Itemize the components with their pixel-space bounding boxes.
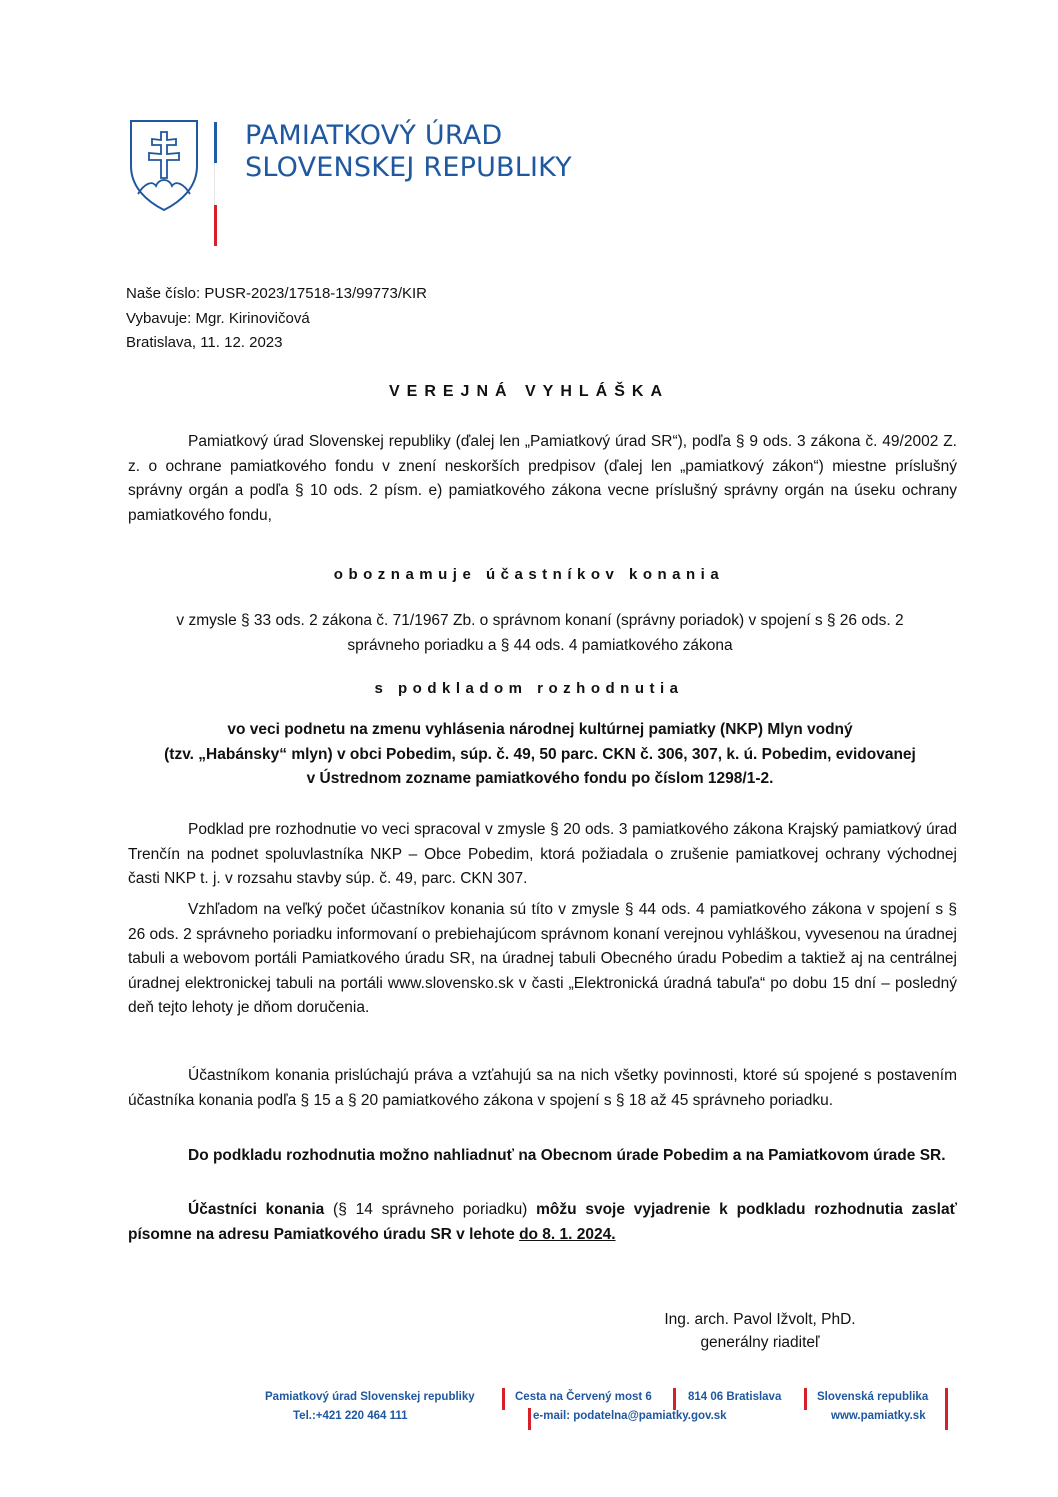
paragraph-1: Podklad pre rozhodnutie vo veci spracoval v zmysle § 20 ods. 3 pamiatkového zákona Krajský pamiatkový úrad Trenčín na podnet spoluvlastníka NKP – Obce Pobedim, ktorá požiadala o zrušenie pamiatkovej ochrany východnej časti NKP t. j. v rozsahu stavby súp. č. 49, parc. CKN 307.	[128, 821, 957, 887]
org-name-line1: PAMIATKOVÝ ÚRAD	[245, 120, 503, 151]
subject-block	[110, 718, 970, 792]
paragraph-2: Vzhľadom na veľký počet účastníkov konania sú títo v zmysle § 44 ods. 4 pamiatkového zákona v spojení s § 26 ods. 2 správneho poriadku informovaní o prebiehajúcom správnom konaní verejnou vyhláškou, vyvesenou na úradnej tabuli a webovom portáli Pamiatkového úradu SR, na úradnej tabuli Obecného úradu Pobedim a taktiež aj na centrálnej úradnej elektronickej tabuli na portáli www.slovensko.sk v časti „Elektronická úradná tabuľa“ po dobu 15 dní – posledný deň tejto lehoty je dňom doručenia.	[128, 901, 957, 1016]
footer-col-street	[515, 1388, 652, 1407]
letterhead	[128, 118, 572, 250]
footer-divider	[673, 1388, 676, 1410]
footer-city: 814 06 Bratislava	[688, 1391, 782, 1403]
reference-number: Naše číslo: PUSR-2023/17518-13/99773/KIR	[126, 285, 428, 302]
tricolor-bar	[214, 122, 217, 246]
subject-line1: vo veci podnetu na zmenu vyhlásenia národnej kultúrnej pamiatky (NKP) Mlyn vodný	[227, 721, 853, 738]
handled-by: Vybavuje: Mgr. Kirinovičová	[126, 309, 310, 327]
participants-ref: (§ 14 správneho poriadku)	[324, 1201, 537, 1218]
subject-line3: v Ústrednom zozname pamiatkového fondu po číslom 1298/1-2.	[306, 770, 774, 787]
footer-divider	[502, 1388, 505, 1410]
org-name-line2: SLOVENSKEJ REPUBLIKY	[245, 152, 572, 183]
deadline: do 8. 1. 2024.	[519, 1225, 616, 1243]
footer-street: Cesta na Červený most 6	[515, 1391, 652, 1403]
subject-line2: (tzv. „Habánsky“ mlyn) v obci Pobedim, súp. č. 49, 50 parc. CKN č. 306, 307, k. ú. Pobedim, evidovanej	[164, 745, 916, 763]
participants-bold: Účastníci konania	[188, 1201, 325, 1218]
footer-col-city	[688, 1388, 781, 1407]
basis-heading: s podkladom rozhodnutia	[374, 680, 684, 697]
footer-col-email	[533, 1407, 727, 1426]
footer-divider	[804, 1388, 807, 1410]
announce-heading: oboznamuje účastníkov konania	[333, 566, 725, 583]
response-text: môžu svoje vyjadrenie k podkladu rozhodnutia zaslať písomne na adresu Pamiatkového úradu SR v lehote	[128, 1201, 958, 1243]
footer-country: Slovenská republika	[817, 1391, 929, 1403]
footer-col-org	[265, 1388, 475, 1426]
footer-divider	[528, 1408, 531, 1430]
paragraph-5	[128, 1198, 957, 1247]
signature-block	[640, 1308, 880, 1354]
footer-web: www.pamiatky.sk	[831, 1410, 926, 1422]
footer-email: e-mail: podatelna@pamiatky.gov.sk	[533, 1410, 727, 1422]
footer-phone: Tel.:+421 220 464 111	[293, 1410, 408, 1422]
intro-paragraph: Pamiatkový úrad Slovenskej republiky (ďalej len „Pamiatkový úrad SR“), podľa § 9 ods. 3 zákona č. 49/2002 Z. z. o ochrane pamiatkového fondu v znení neskorších predpisov (ďalej len „pamiatkový zákon“) miestne príslušný správny orgán a podľa § 10 ods. 2 písm. e) pamiatkového zákona vecne príslušný správny orgán na úseku ochrany pamiatkového fondu,	[128, 433, 957, 524]
coat-of-arms-icon	[128, 118, 200, 212]
place-date: Bratislava, 11. 12. 2023	[126, 334, 283, 351]
footer-divider	[945, 1388, 948, 1430]
document-meta	[126, 282, 427, 356]
document-title: VEREJNÁ VYHLÁŠKA	[388, 383, 670, 400]
legal-basis-line2: správneho poriadku a § 44 ods. 4 pamiatkového zákona	[347, 636, 733, 654]
signatory-name: Ing. arch. Pavol Ižvolt, PhD.	[664, 1311, 856, 1328]
org-name	[245, 120, 572, 184]
footer	[255, 1388, 955, 1432]
legal-basis	[110, 609, 970, 658]
paragraph-3: Účastníkom konania prislúchajú práva a vzťahujú sa na nich všetky povinnosti, ktoré sú spojené s postavením účastníka konania podľa § 15 a § 20 pamiatkového zákona v spojení s § 18 až 45 správneho poriadku.	[128, 1067, 957, 1109]
footer-col-country	[817, 1388, 928, 1426]
paragraph-4: Do podkladu rozhodnutia možno nahliadnuť na Obecnom úrade Pobedim a na Pamiatkovom úrade SR.	[188, 1147, 946, 1164]
legal-basis-line1: v zmysle § 33 ods. 2 zákona č. 71/1967 Zb. o správnom konaní (správny poriadok) v spojení s § 26 ods. 2	[176, 612, 904, 629]
footer-org: Pamiatkový úrad Slovenskej republiky	[265, 1391, 475, 1403]
signatory-role: generálny riaditeľ	[700, 1334, 820, 1351]
